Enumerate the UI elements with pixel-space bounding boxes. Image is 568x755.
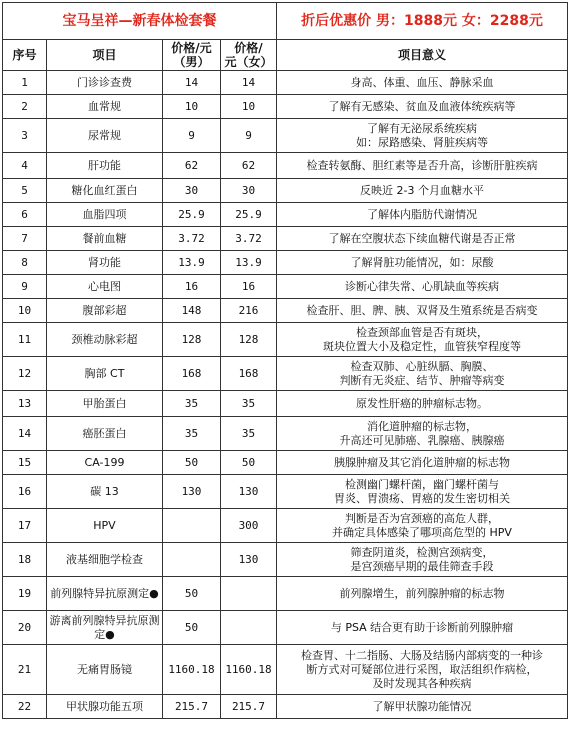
row-number: 17 [3,509,47,543]
col-header-male-price-line2: （男） [173,55,210,69]
item-name: 腹部彩超 [47,299,163,323]
table-row [3,543,568,577]
table-row [3,227,568,251]
item-name: 餐前血糖 [47,227,163,251]
package-title: 宝马呈祥—新春体检套餐 [3,3,277,40]
table-row [3,95,568,119]
item-meaning [277,645,568,695]
male-price: 62 [163,153,221,179]
item-meaning [277,475,568,509]
item-meaning [277,71,568,95]
row-number: 13 [3,391,47,417]
row-number: 7 [3,227,47,251]
item-name: 碳 13 [47,475,163,509]
row-number: 15 [3,451,47,475]
row-number: 6 [3,203,47,227]
row-number: 8 [3,251,47,275]
meaning-line: 原发性肝癌的肿瘤标志物。 [356,396,488,410]
meaning-line: 是宫颈癌早期的最佳筛查手段 [350,559,494,573]
male-price: 35 [163,417,221,451]
male-price [163,543,221,577]
female-price: 1160.18 [221,645,277,695]
item-meaning [277,509,568,543]
female-price: 130 [221,475,277,509]
male-price: 14 [163,71,221,95]
checkup-package-table [2,2,568,719]
item-name: 肾功能 [47,251,163,275]
male-price: 50 [163,577,221,611]
female-price: 130 [221,543,277,577]
table-row [3,203,568,227]
item-meaning [277,251,568,275]
meaning-line: 检查转氨酶、胆红素等是否升高，诊断肝脏疾病 [306,158,538,172]
item-name: 肝功能 [47,153,163,179]
male-price: 168 [163,357,221,391]
male-price: 35 [163,391,221,417]
female-price: 168 [221,357,277,391]
row-number: 5 [3,179,47,203]
female-price: 13.9 [221,251,277,275]
item-meaning [277,543,568,577]
item-name: 前列腺特异抗原测定● [47,577,163,611]
row-number: 16 [3,475,47,509]
table-row [3,119,568,153]
male-price: 25.9 [163,203,221,227]
col-header-item: 项目 [47,40,163,71]
item-meaning [277,417,568,451]
row-number: 20 [3,611,47,645]
meaning-line: 检测幽门螺杆菌，幽门螺杆菌与 [345,477,499,491]
meaning-line: 判断是否为宫颈癌的高危人群， [345,511,499,525]
item-meaning [277,451,568,475]
meaning-line: 反映近 2-3 个月血糖水平 [360,183,484,197]
table-row [3,451,568,475]
female-price: 14 [221,71,277,95]
item-meaning [277,391,568,417]
item-name: 血脂四项 [47,203,163,227]
item-name: 甲状腺功能五项 [47,695,163,719]
item-meaning [277,153,568,179]
meaning-line: 升高还可见肺癌、乳腺癌、胰腺癌 [339,433,505,447]
row-number: 22 [3,695,47,719]
female-price: 215.7 [221,695,277,719]
table-row [3,323,568,357]
row-number: 1 [3,71,47,95]
table-row [3,275,568,299]
meaning-line: 诊断心律失常、心肌缺血等疾病 [345,279,499,293]
item-meaning [277,323,568,357]
table-row [3,153,568,179]
col-header-male-price [163,40,221,71]
item-name: 无痛胃肠镜 [47,645,163,695]
item-name: 胸部 CT [47,357,163,391]
meaning-line: 断方式对可疑部位进行采图，取活组织作病检， [306,662,538,676]
meaning-line: 及时发现其各种疾病 [372,676,472,690]
male-price: 16 [163,275,221,299]
meaning-line: 斑块位置大小及稳定性，血管狭窄程度等 [323,339,521,353]
item-name: 游离前列腺特异抗原测定● [47,611,163,645]
discount-price: 折后优惠价 男：1888元 女：2288元 [277,3,568,40]
item-meaning [277,227,568,251]
item-meaning [277,179,568,203]
item-name: 液基细胞学检查 [47,543,163,577]
meaning-line: 筛查阴道炎，检测宫颈病变， [350,545,494,559]
female-price [221,611,277,645]
item-meaning [277,119,568,153]
meaning-line: 并确定具体感染了哪项高危型的 HPV [332,525,512,539]
row-number: 14 [3,417,47,451]
male-price: 30 [163,179,221,203]
table-row [3,251,568,275]
male-price: 148 [163,299,221,323]
male-price: 1160.18 [163,645,221,695]
item-name: 糖化血红蛋白 [47,179,163,203]
item-name: 癌胚蛋白 [47,417,163,451]
table-row [3,509,568,543]
row-number: 12 [3,357,47,391]
female-price [221,577,277,611]
col-header-female-price-line1: 价格/ [234,41,263,55]
female-price: 35 [221,417,277,451]
row-number: 10 [3,299,47,323]
row-number: 4 [3,153,47,179]
item-name: 甲胎蛋白 [47,391,163,417]
item-name: 心电图 [47,275,163,299]
row-number: 19 [3,577,47,611]
table-row [3,417,568,451]
table-row [3,611,568,645]
table-row [3,391,568,417]
meaning-line: 胃炎、胃溃疡、胃癌的发生密切相关 [334,491,510,505]
item-meaning [277,695,568,719]
item-name: CA-199 [47,451,163,475]
meaning-line: 检查双肺、心脏纵膈、胸膜、 [350,359,494,373]
item-name: 颈椎动脉彩超 [47,323,163,357]
table-row [3,179,568,203]
female-price: 50 [221,451,277,475]
female-price: 3.72 [221,227,277,251]
female-price: 25.9 [221,203,277,227]
row-number: 11 [3,323,47,357]
meaning-line: 检查肝、胆、脾、胰、双肾及生殖系统是否病变 [306,303,538,317]
item-meaning [277,275,568,299]
table-row [3,71,568,95]
meaning-line: 如：尿路感染、肾脏疾病等 [356,135,488,149]
meaning-line: 消化道肿瘤的标志物， [367,419,477,433]
item-meaning [277,95,568,119]
male-price: 130 [163,475,221,509]
male-price: 13.9 [163,251,221,275]
table-row [3,695,568,719]
male-price: 215.7 [163,695,221,719]
item-name: 尿常规 [47,119,163,153]
table-row [3,299,568,323]
meaning-line: 了解肾脏功能情况，如：尿酸 [350,255,494,269]
female-price: 128 [221,323,277,357]
item-meaning [277,299,568,323]
meaning-line: 了解体内脂肪代谢情况 [367,207,477,221]
table-row [3,645,568,695]
item-meaning [277,357,568,391]
col-header-no: 序号 [3,40,47,71]
female-price: 16 [221,275,277,299]
male-price [163,509,221,543]
col-header-female-price-line2: 元（女） [224,55,273,69]
female-price: 62 [221,153,277,179]
row-number: 3 [3,119,47,153]
col-header-male-price-line1: 价格/元 [171,41,212,55]
female-price: 10 [221,95,277,119]
meaning-line: 与 PSA 结合更有助于诊断前列腺肿瘤 [330,620,514,634]
meaning-line: 判断有无炎症、结节、肿瘤等病变 [339,373,505,387]
title-row [3,3,568,40]
item-name: HPV [47,509,163,543]
row-number: 21 [3,645,47,695]
col-header-meaning: 项目意义 [277,40,568,71]
meaning-line: 了解有无感染、贫血及血液体统疾病等 [328,99,516,113]
male-price: 50 [163,611,221,645]
female-price: 9 [221,119,277,153]
meaning-line: 了解甲状腺功能情况 [372,699,472,713]
col-header-female-price [221,40,277,71]
meaning-line: 检查胃、十二指肠、大肠及结肠内部病变的一种诊 [301,648,543,662]
item-name: 血常规 [47,95,163,119]
male-price: 128 [163,323,221,357]
table-row [3,475,568,509]
female-price: 30 [221,179,277,203]
row-number: 9 [3,275,47,299]
female-price: 35 [221,391,277,417]
row-number: 2 [3,95,47,119]
table-row [3,577,568,611]
meaning-line: 身高、体重、血压、静脉采血 [350,75,494,89]
meaning-line: 前列腺增生，前列腺肿瘤的标志物 [339,586,505,600]
item-meaning [277,577,568,611]
table-row [3,357,568,391]
female-price: 216 [221,299,277,323]
meaning-line: 检查颈部血管是否有斑块， [356,325,488,339]
male-price: 50 [163,451,221,475]
item-meaning [277,611,568,645]
male-price: 3.72 [163,227,221,251]
meaning-line: 胰腺肿瘤及其它消化道肿瘤的标志物 [334,455,510,469]
item-name: 门诊诊查费 [47,71,163,95]
male-price: 9 [163,119,221,153]
item-meaning [277,203,568,227]
male-price: 10 [163,95,221,119]
female-price: 300 [221,509,277,543]
header-row [3,40,568,71]
meaning-line: 了解有无泌尿系统疾病 [367,121,477,135]
row-number: 18 [3,543,47,577]
meaning-line: 了解在空腹状态下续血糖代谢是否正常 [328,231,516,245]
